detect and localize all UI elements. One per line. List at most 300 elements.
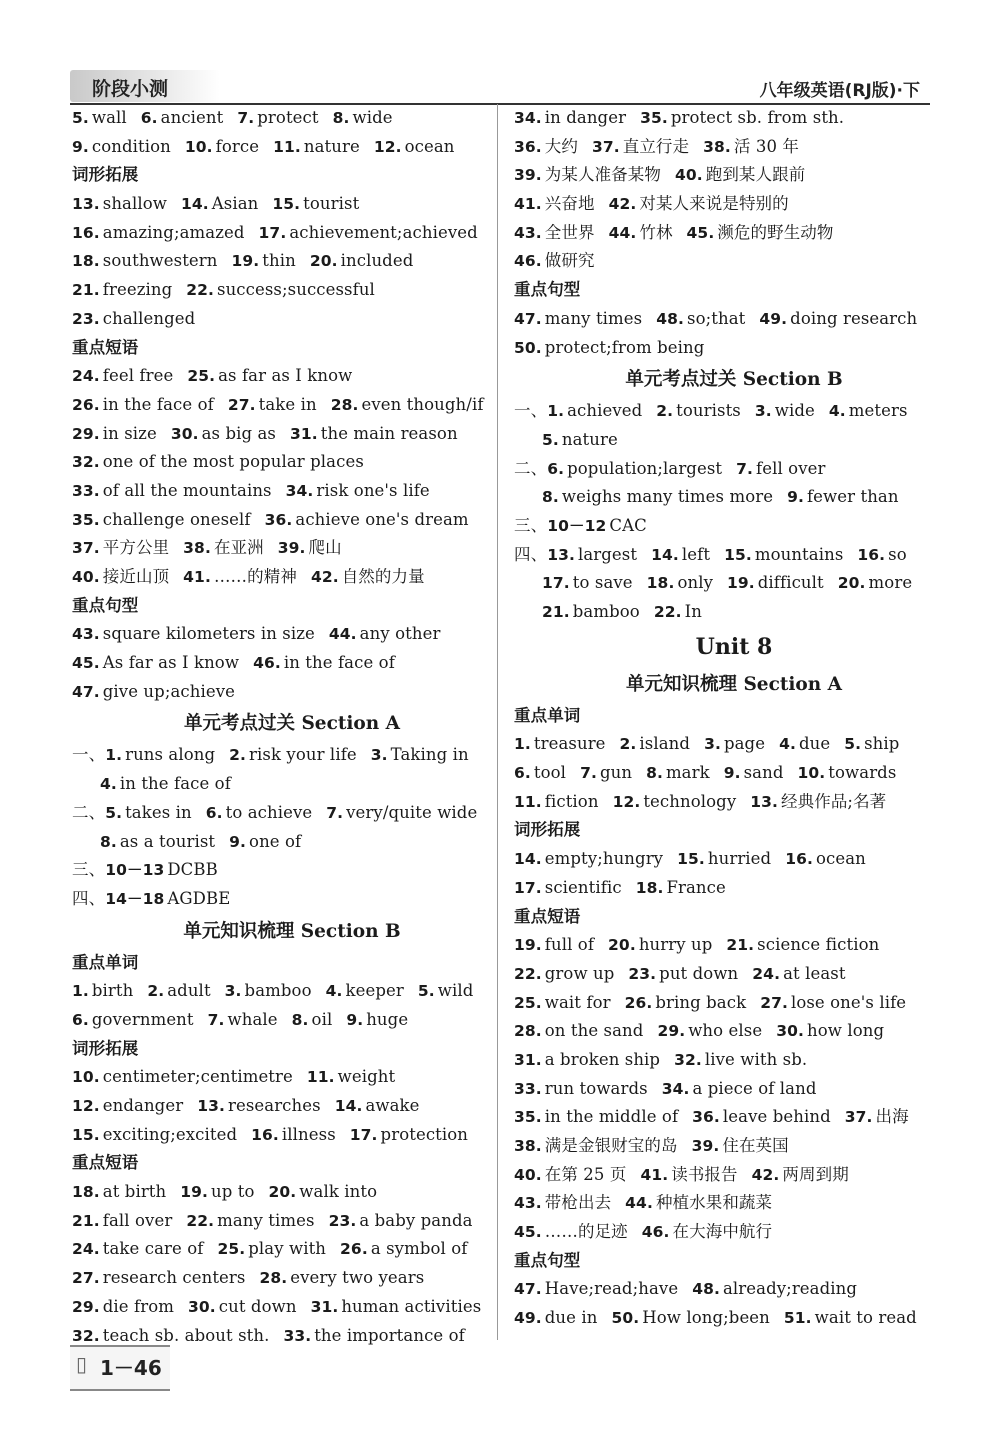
item-answer: achieved xyxy=(567,401,643,421)
answer-item xyxy=(335,1096,420,1115)
book-icon: ▯ xyxy=(76,1352,88,1376)
item-number: 41. xyxy=(514,195,542,214)
item-number: 5. xyxy=(542,430,559,449)
answer-line xyxy=(72,885,512,914)
item-answer: 自然的力量 xyxy=(341,567,425,586)
answer-line xyxy=(72,828,512,857)
item-number: 21. xyxy=(726,936,755,955)
answer-item xyxy=(687,223,834,242)
answer-item xyxy=(186,1211,314,1230)
item-answer: wide xyxy=(352,108,393,127)
part-marker: 四、 xyxy=(514,544,548,564)
item-answer: wall xyxy=(91,108,127,127)
answer-item xyxy=(514,1050,660,1069)
answer-line xyxy=(72,391,512,420)
item-answer: more xyxy=(868,573,913,593)
item-answer: a baby panda xyxy=(359,1210,473,1230)
item-answer: every two years xyxy=(290,1268,425,1288)
item-number: 15. xyxy=(72,1125,100,1144)
item-number: 5. xyxy=(72,109,89,127)
item-answer: on the sand xyxy=(544,1021,644,1041)
item-answer: 全世界 xyxy=(544,222,595,242)
item-number: 18. xyxy=(635,878,664,897)
answer-item xyxy=(326,803,477,822)
item-answer: at least xyxy=(783,963,846,983)
item-number: 9. xyxy=(723,764,741,783)
item-answer: towards xyxy=(828,763,897,783)
answer-item xyxy=(547,401,642,420)
item-answer: protect;from being xyxy=(544,337,705,357)
answer-item xyxy=(217,1239,326,1258)
answer-item xyxy=(642,1222,772,1241)
item-number: 46. xyxy=(253,654,281,673)
section-heading: 重点句型 xyxy=(514,1250,581,1270)
answer-item xyxy=(72,1326,269,1345)
answer-line xyxy=(514,931,954,960)
answer-line xyxy=(72,190,512,219)
item-answer: in danger xyxy=(544,108,627,127)
item-answer: awake xyxy=(365,1096,420,1115)
answer-line xyxy=(72,856,512,885)
answer-item xyxy=(329,1211,473,1230)
item-number: 3. xyxy=(370,746,388,765)
item-number: 46. xyxy=(514,252,542,271)
item-number: 20. xyxy=(837,574,866,593)
answer-item xyxy=(72,624,315,643)
item-answer: any other xyxy=(359,624,441,644)
section-heading: 重点句型 xyxy=(72,595,139,615)
answer-item xyxy=(647,573,713,592)
answer-item xyxy=(72,424,157,443)
answer-item xyxy=(613,792,737,811)
item-number: 16. xyxy=(857,545,886,564)
item-answer: treasure xyxy=(533,734,606,754)
item-number: 29. xyxy=(72,424,100,443)
item-number: 16. xyxy=(251,1125,279,1144)
answer-item xyxy=(640,108,844,127)
answer-item xyxy=(283,1326,464,1345)
answer-item xyxy=(514,194,595,213)
item-number: 1. xyxy=(105,746,123,765)
item-number: 18. xyxy=(72,252,100,271)
item-number: 2. xyxy=(147,982,165,1001)
item-answer: largest xyxy=(577,544,638,564)
answer-item xyxy=(290,424,458,443)
answer-item xyxy=(181,194,258,213)
part-marker: 三、 xyxy=(72,860,106,880)
answer-item xyxy=(759,309,917,328)
section-title: 单元知识梳理 Section A xyxy=(626,673,842,695)
answer-item xyxy=(350,1125,468,1144)
item-answer: wait for xyxy=(544,992,611,1012)
item-answer: empty;hungry xyxy=(544,849,664,869)
answer-item xyxy=(311,567,425,586)
answer-item xyxy=(844,734,899,753)
item-number: 31. xyxy=(290,424,318,443)
answer-line xyxy=(514,1075,954,1104)
answer-item xyxy=(72,682,235,701)
item-answer: even though/if xyxy=(361,394,484,414)
answer-item xyxy=(784,1308,917,1327)
item-number: 37. xyxy=(72,539,100,558)
answer-item xyxy=(514,1021,643,1040)
item-answer: 兴奋地 xyxy=(544,194,595,214)
unit-title: Unit 8 xyxy=(695,633,773,660)
answer-line xyxy=(514,334,954,363)
answer-item xyxy=(229,745,357,764)
item-answer: full of xyxy=(544,935,595,955)
answer-item xyxy=(592,137,689,156)
item-number: 14. xyxy=(514,850,542,869)
item-number: 9. xyxy=(229,832,247,851)
answer-item xyxy=(785,849,866,868)
item-number: 7. xyxy=(237,109,255,127)
answer-item xyxy=(259,1268,424,1287)
item-number: 40. xyxy=(514,1165,542,1184)
answer-item xyxy=(611,1308,769,1327)
item-answer: many times xyxy=(217,1210,315,1230)
item-number: 45. xyxy=(514,1223,542,1242)
item-number: 7. xyxy=(580,764,597,783)
item-answer: Asian xyxy=(211,194,259,214)
answer-item xyxy=(72,194,167,213)
item-answer: centimeter;centimetre xyxy=(102,1067,293,1087)
item-number: 27. xyxy=(72,1269,100,1288)
answer-item xyxy=(704,734,765,753)
answer-item xyxy=(229,832,301,851)
answer-item xyxy=(514,1165,626,1184)
item-number: 42. xyxy=(310,568,339,586)
page-header xyxy=(0,0,1000,105)
item-number: 36. xyxy=(692,1108,720,1127)
item-number: 22. xyxy=(186,1211,215,1230)
item-number: 35. xyxy=(640,109,668,127)
item-answer: die from xyxy=(102,1296,174,1316)
item-answer: so xyxy=(888,544,907,564)
item-answer: at birth xyxy=(102,1182,167,1202)
item-number: 48. xyxy=(656,309,684,328)
item-number: 40. xyxy=(72,568,100,586)
item-answer: teach sb. about sth. xyxy=(102,1325,270,1345)
left-column xyxy=(72,104,512,1350)
item-answer: challenge oneself xyxy=(102,509,251,529)
answer-item xyxy=(514,993,611,1012)
item-answer: 为某人准备某物 xyxy=(544,165,661,185)
item-answer: grow up xyxy=(544,963,615,983)
answer-item xyxy=(371,745,469,764)
answer-item xyxy=(609,223,673,242)
answer-line xyxy=(72,799,512,828)
answer-item xyxy=(273,137,360,156)
item-answer: a broken ship xyxy=(544,1049,661,1069)
item-number: 28. xyxy=(259,1269,288,1288)
item-number: 49. xyxy=(514,1309,542,1328)
item-answer: technology xyxy=(643,791,737,811)
item-answer: live with sb. xyxy=(704,1049,808,1069)
item-number: 6. xyxy=(72,1010,89,1029)
answer-line xyxy=(514,1218,954,1247)
item-answer: take care of xyxy=(102,1239,204,1259)
item-answer: in the face of xyxy=(119,774,231,794)
section-heading: 词形拓展 xyxy=(72,1038,139,1058)
item-number: 32. xyxy=(72,453,100,472)
item-answer: one of xyxy=(249,831,302,851)
item-number: 50. xyxy=(514,338,542,357)
item-answer: government xyxy=(91,1009,194,1029)
item-answer: weighs many times more xyxy=(561,487,774,507)
item-answer: as far as I know xyxy=(218,366,353,386)
answer-line xyxy=(72,1121,512,1150)
answer-item xyxy=(514,734,606,753)
answer-item xyxy=(787,487,899,506)
answer-item xyxy=(514,1279,678,1298)
item-answer: southwestern xyxy=(102,251,218,271)
item-number: 12. xyxy=(373,137,402,156)
answer-item xyxy=(829,401,908,420)
item-answer: one of the most popular places xyxy=(102,452,364,472)
answer-item xyxy=(514,108,626,127)
answer-item xyxy=(141,108,224,127)
item-answer: How long;been xyxy=(642,1308,770,1328)
answer-item xyxy=(542,602,640,621)
item-answer: Have;read;have xyxy=(544,1279,679,1299)
answer-item xyxy=(845,1107,909,1126)
answer-item xyxy=(183,538,264,557)
section-heading: 重点短语 xyxy=(514,906,581,926)
item-answer: protect sb. from sth. xyxy=(670,108,845,127)
item-answer: page xyxy=(723,734,766,754)
item-answer: 活 30 年 xyxy=(733,136,799,156)
item-number: 47. xyxy=(514,1280,542,1299)
item-number: 9. xyxy=(346,1010,364,1029)
answer-line xyxy=(514,247,954,276)
item-number: 7. xyxy=(326,803,344,822)
part-marker: 二、 xyxy=(514,458,548,478)
item-answer: ancient xyxy=(160,108,224,127)
item-answer: ……的足迹 xyxy=(544,1222,628,1242)
item-number: 21. xyxy=(542,603,570,621)
answer-line xyxy=(72,104,512,133)
item-number: 8. xyxy=(291,1010,309,1029)
answer-line xyxy=(72,305,512,334)
item-number: 6. xyxy=(205,803,223,822)
item-answer: nature xyxy=(303,136,360,156)
item-answer: ocean xyxy=(815,849,866,869)
item-number: 48. xyxy=(692,1280,720,1299)
answer-item xyxy=(726,935,879,954)
item-number: 17. xyxy=(349,1125,378,1144)
item-number: 28. xyxy=(330,395,359,414)
item-number: 15. xyxy=(724,545,752,564)
item-number: 3. xyxy=(754,402,772,421)
item-number: 43. xyxy=(514,1194,542,1213)
answer-item xyxy=(514,165,661,184)
item-number: 4. xyxy=(100,775,117,794)
answer-item xyxy=(656,401,741,420)
item-number: 20. xyxy=(309,252,338,271)
answer-line xyxy=(72,678,512,707)
answer-line xyxy=(72,563,512,592)
item-answer: up to xyxy=(211,1182,255,1202)
answer-line xyxy=(514,483,954,512)
answer-item xyxy=(251,1125,336,1144)
answer-line xyxy=(72,1235,512,1264)
item-number: 10. xyxy=(72,1068,100,1087)
answer-item xyxy=(620,734,691,753)
item-number: 20. xyxy=(608,936,636,955)
answer-item xyxy=(272,194,359,213)
item-answer: 接近山顶 xyxy=(102,567,170,586)
item-answer: AGDBE xyxy=(167,888,231,908)
item-number: 13. xyxy=(750,792,779,811)
item-number: 1. xyxy=(72,982,89,1001)
answer-item xyxy=(542,430,618,449)
answer-line xyxy=(514,1304,954,1333)
answer-item xyxy=(654,602,702,621)
answer-item xyxy=(662,1079,817,1098)
item-answer: who else xyxy=(688,1021,763,1041)
answer-item xyxy=(514,935,594,954)
item-answer: fell over xyxy=(756,458,826,478)
answer-item xyxy=(514,1136,678,1155)
item-number: 10－13 xyxy=(105,861,165,880)
answer-line xyxy=(514,960,954,989)
answer-item xyxy=(333,108,393,127)
item-number: 21. xyxy=(72,1211,100,1230)
answer-line xyxy=(72,977,512,1006)
item-answer: give up;achieve xyxy=(102,681,236,701)
item-number: 36. xyxy=(264,510,293,529)
answer-item xyxy=(206,803,313,822)
answer-item xyxy=(514,251,595,270)
item-number: 21. xyxy=(72,281,100,300)
item-answer: 两周到期 xyxy=(782,1164,849,1184)
item-number: 34. xyxy=(285,481,314,500)
item-answer: difficult xyxy=(757,573,824,593)
item-number: 40. xyxy=(674,166,703,185)
item-number: 31. xyxy=(514,1050,542,1069)
answer-item xyxy=(72,567,169,586)
item-number: 45. xyxy=(686,223,715,242)
answer-line xyxy=(514,1017,954,1046)
item-number: 11. xyxy=(273,137,301,156)
answer-item xyxy=(72,137,171,156)
item-answer: DCBB xyxy=(167,860,218,880)
answer-item xyxy=(72,981,133,1000)
answer-item xyxy=(72,452,364,471)
item-number: 27. xyxy=(227,395,256,414)
answer-item xyxy=(675,165,805,184)
item-number: 26. xyxy=(624,993,653,1012)
item-answer: takes in xyxy=(125,802,192,822)
answer-item xyxy=(180,1182,254,1201)
answer-item xyxy=(542,487,773,506)
answer-item xyxy=(727,573,824,592)
item-answer: shallow xyxy=(102,194,168,214)
item-number: 25. xyxy=(514,993,542,1012)
item-number: 8. xyxy=(542,488,559,507)
item-answer: 出海 xyxy=(875,1107,909,1127)
answer-item xyxy=(253,653,395,672)
item-number: 9. xyxy=(787,488,804,507)
item-answer: already;reading xyxy=(722,1279,858,1299)
item-number: 26. xyxy=(72,395,100,414)
answer-line xyxy=(72,770,512,799)
answer-item xyxy=(580,763,632,782)
item-answer: sand xyxy=(743,763,784,783)
item-answer: CAC xyxy=(609,515,647,535)
item-number: 2. xyxy=(656,402,674,421)
item-number: 14. xyxy=(181,195,209,214)
item-number: 24. xyxy=(72,1240,100,1259)
part-marker: 四、 xyxy=(72,888,106,908)
item-number: 38. xyxy=(703,137,731,156)
item-answer: risk your life xyxy=(249,745,357,765)
item-number: 29. xyxy=(657,1022,686,1041)
answer-item xyxy=(72,280,172,299)
item-answer: meters xyxy=(848,401,908,421)
item-answer: fiction xyxy=(544,791,599,811)
answer-line xyxy=(514,845,954,874)
item-answer: risk one's life xyxy=(316,480,430,500)
item-number: 8. xyxy=(332,109,350,127)
right-column xyxy=(514,104,954,1333)
answer-line xyxy=(514,104,954,133)
item-answer: take in xyxy=(258,394,317,414)
item-number: 41. xyxy=(640,1165,669,1184)
answer-item xyxy=(779,734,830,753)
item-answer: so;that xyxy=(687,308,746,328)
answer-item xyxy=(72,1297,174,1316)
answer-item xyxy=(188,1297,297,1316)
answer-item xyxy=(326,981,404,1000)
item-answer: 种植水果和蔬菜 xyxy=(655,1193,773,1213)
item-number: 35. xyxy=(514,1108,542,1127)
answer-line xyxy=(72,1264,512,1293)
item-answer: 在亚洲 xyxy=(213,538,264,558)
item-number: 11. xyxy=(306,1068,335,1087)
item-answer: weight xyxy=(337,1067,396,1087)
item-number: 27. xyxy=(760,993,788,1012)
item-number: 25. xyxy=(187,367,216,386)
item-answer: 带枪出去 xyxy=(544,1193,612,1213)
part-marker: 一、 xyxy=(514,401,548,421)
answer-line xyxy=(72,506,512,535)
item-number: 14. xyxy=(334,1097,363,1115)
answer-item xyxy=(72,653,239,672)
answer-item xyxy=(514,792,599,811)
answer-item xyxy=(798,763,897,782)
item-answer: population;largest xyxy=(567,458,723,478)
answer-item xyxy=(736,459,825,478)
item-number: 13. xyxy=(197,1097,225,1115)
answer-item xyxy=(232,251,296,270)
item-answer: bring back xyxy=(655,992,747,1012)
item-number: 47. xyxy=(72,682,100,701)
answer-item xyxy=(857,545,906,564)
item-number: 42. xyxy=(751,1165,780,1184)
item-answer: due in xyxy=(544,1308,598,1328)
answer-item xyxy=(547,545,637,564)
item-answer: fall over xyxy=(102,1210,173,1230)
item-number: 19. xyxy=(180,1183,209,1202)
item-number: 43. xyxy=(72,625,100,644)
answer-line xyxy=(514,305,954,334)
answer-item xyxy=(514,1193,611,1212)
item-answer: ……的精神 xyxy=(213,567,297,586)
item-answer: a piece of land xyxy=(692,1078,817,1098)
answer-item xyxy=(514,878,622,897)
